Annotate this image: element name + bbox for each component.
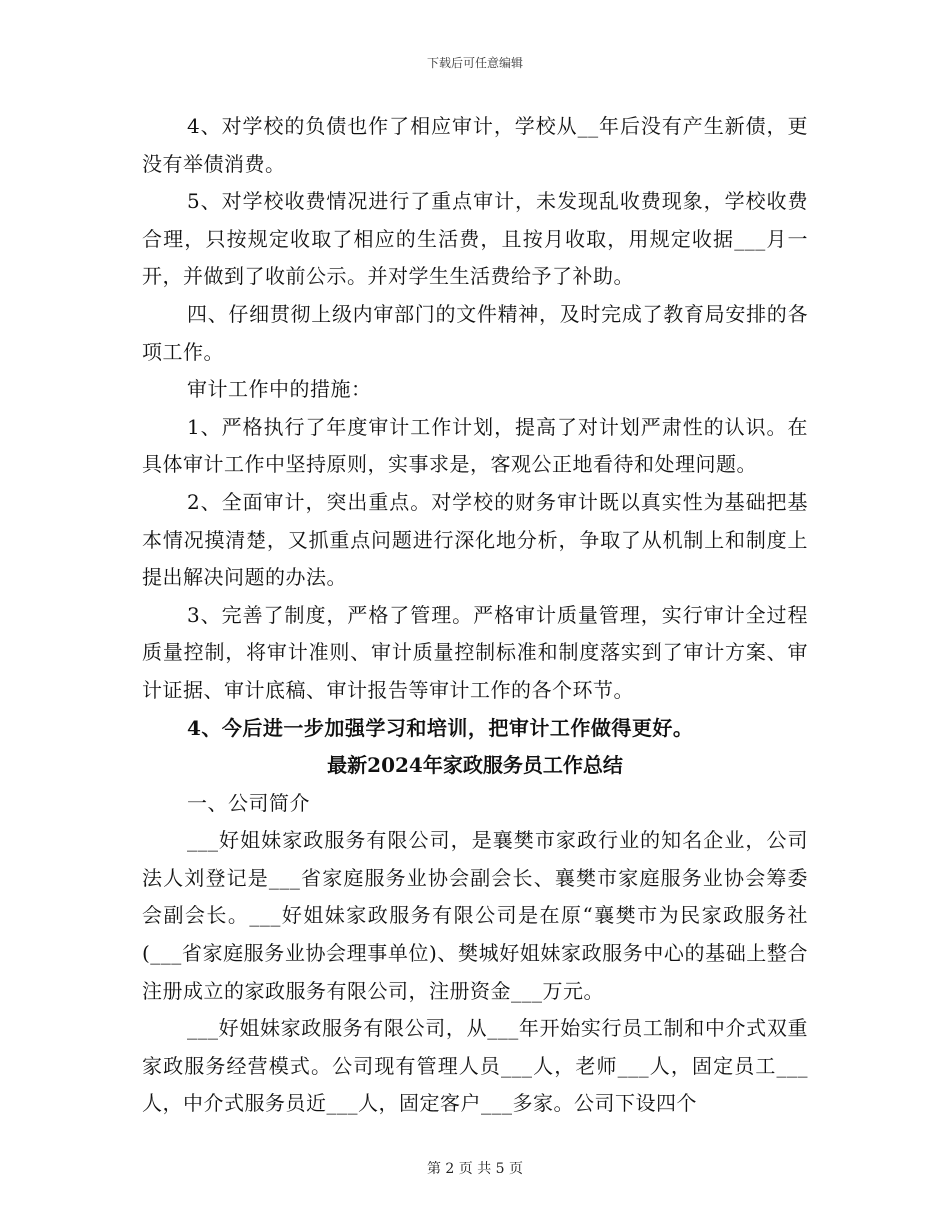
paragraph-fee-audit: 5、对学校收费情况进行了重点审计，未发现乱收费现象，学校收费合理，只按规定收取了相应的生活费，且按月收取，用规定收据___月一开，并做到了收前公示。并对学生生活费给予了补助。 xyxy=(142,189,808,289)
section-title: 最新2024年家政服务员工作总结 xyxy=(327,753,623,778)
paragraph-measure-4: 4、今后进一步加强学习和培训，把审计工作做得更好。 xyxy=(187,715,694,740)
paragraph-measures-heading: 审计工作中的措施： xyxy=(187,377,372,402)
paragraph-measure-1: 1、严格执行了年度审计工作计划，提高了对计划严肃性的认识。在具体审计工作中坚持原则，实事求是，客观公正地看待和处理问题。 xyxy=(142,414,808,477)
page-footer: 第 2 页 共 5 页 xyxy=(426,1161,524,1177)
paragraph-company-model: ___好姐妹家政服务有限公司，从___年开始实行员工制和中介式双重家政服务经营模式。公司现有管理人员___人，老师___人，固定员工___人，中介式服务员近___人，固定客户___多家。公司下设四个 xyxy=(142,1016,808,1116)
paragraph-company-intro-heading: 一、公司简介 xyxy=(187,790,310,815)
document-body xyxy=(142,108,808,1123)
paragraph-measure-2: 2、全面审计，突出重点。对学校的财务审计既以真实性为基础把基本情况摸清楚，又抓重点问题进行深化地分析，争取了从机制上和制度上提出解决问题的办法。 xyxy=(142,489,808,590)
paragraph-measure-3: 3、完善了制度，严格了管理。严格审计质量管理，实行审计全过程质量控制，将审计准则、审计质量控制标准和制度落实到了审计方案、审计证据、审计底稿、审计报告等审计工作的各个环节。 xyxy=(142,602,808,702)
page-header: 下载后可任意编辑 xyxy=(426,56,523,70)
paragraph-debt-audit: 4、对学校的负债也作了相应审计，学校从__年后没有产生新债，更没有举债消费。 xyxy=(142,114,808,176)
paragraph-company-intro: ___好姐妹家政服务有限公司，是襄樊市家政行业的知名企业，公司法人刘登记是___省家庭服务业协会副会长、襄樊市家庭服务业协会筹委会副会长。___好姐妹家政服务有限公司是在原“襄樊市为民家政服务社(___省家庭服务业协会理事单位)、樊城好姐妹家政服务中心的基础上整合注册成立的家政服务有限公司，注册资金___万元。 xyxy=(142,828,808,1003)
paragraph-section-four: 四、仔细贯彻上级内审部门的文件精神，及时完成了教育局安排的各项工作。 xyxy=(142,301,808,364)
